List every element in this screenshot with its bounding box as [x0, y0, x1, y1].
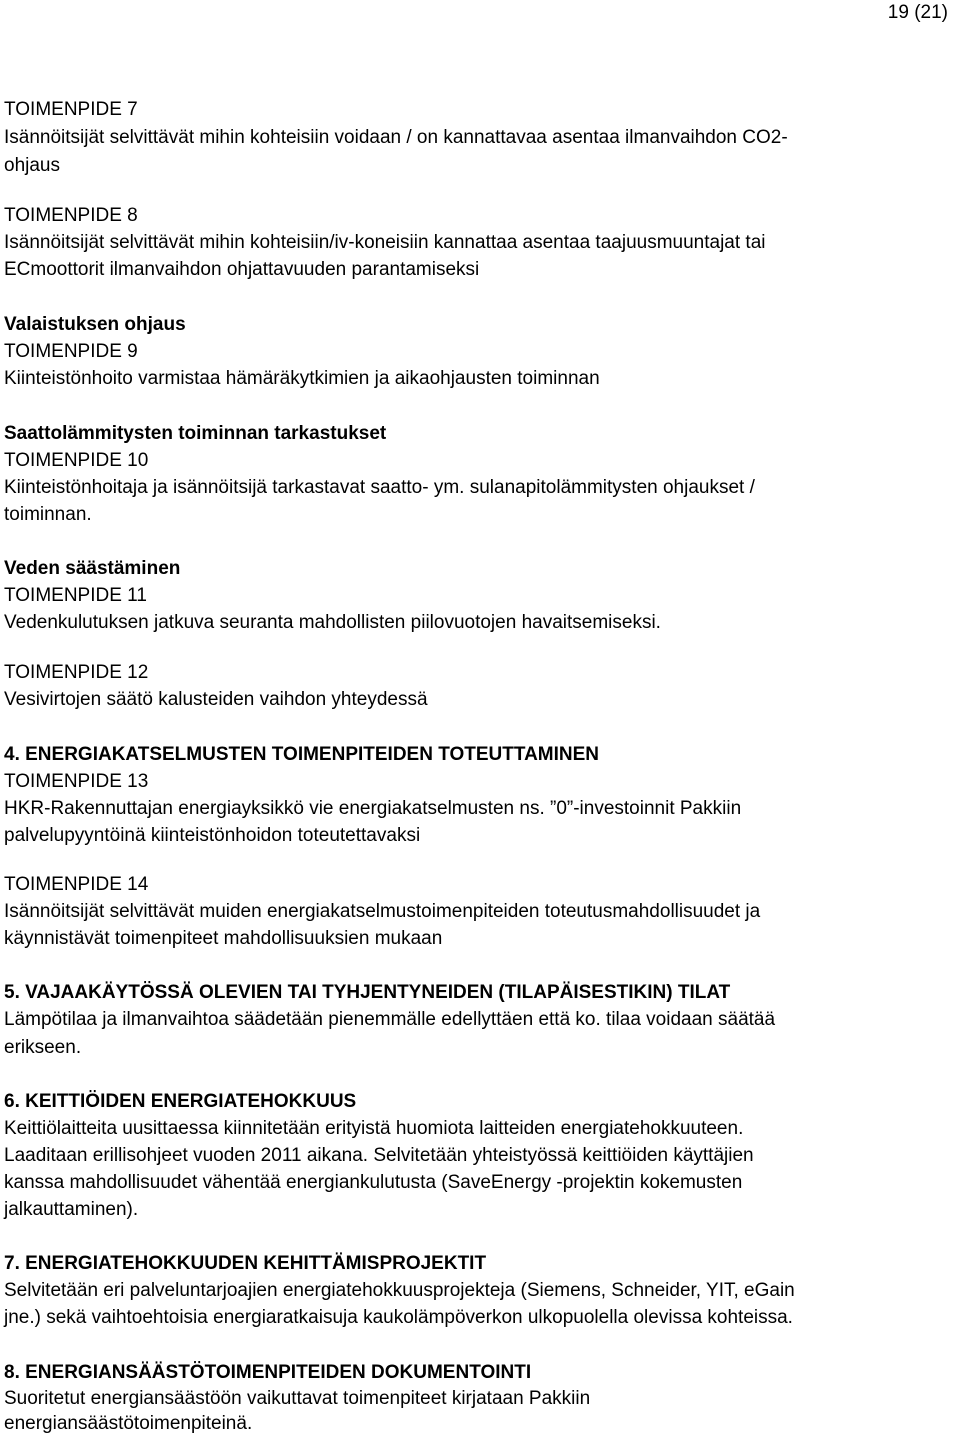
measure-text-10-cont: toiminnan. — [4, 504, 92, 525]
section-heading-7: 7. ENERGIATEHOKKUUDEN KEHITTÄMISPROJEKTIT — [4, 1253, 487, 1274]
section-heading-4: 4. ENERGIAKATSELMUSTEN TOIMENPITEIDEN TOTEUTTAMINEN — [4, 744, 600, 765]
section-7-text-2: jne.) sekä vaihtoehtoisia energiaratkaisuja kaukolämpöverkon ulkopuolella olevissa kohteissa. — [4, 1307, 793, 1328]
measure-heading-11: TOIMENPIDE 11 — [4, 585, 147, 606]
section-6-text-2: Laaditaan erillisohjeet vuoden 2011 aikana. Selvitetään yhteistyössä keittiöiden käyttäjien — [4, 1145, 754, 1166]
section-8-text-2: energiansäästötoimenpiteinä. — [4, 1413, 253, 1434]
section-heading-lighting: Valaistuksen ohjaus — [4, 314, 186, 335]
measure-text-8-cont: ECmoottorit ilmanvaihdon ohjattavuuden parantamiseksi — [4, 259, 480, 280]
section-8-text-1: Suoritetut energiansäästöön vaikuttavat toimenpiteet kirjataan Pakkiin — [4, 1388, 591, 1409]
section-7-text-1: Selvitetään eri palveluntarjoajien energiatehokkuusprojekteja (Siemens, Schneider, YIT, eGain — [4, 1280, 795, 1301]
page-number: 19 (21) — [887, 2, 948, 23]
section-heading-5: 5. VAJAAKÄYTÖSSÄ OLEVIEN TAI TYHJENTYNEIDEN (TILAPÄISESTIKIN) TILAT — [4, 982, 731, 1003]
section-5-text: Lämpötilaa ja ilmanvaihtoa säädetään pienemmälle edellyttäen että ko. tilaa voidaan säätää — [4, 1009, 776, 1030]
measure-text-7-cont: ohjaus — [4, 155, 60, 176]
section-6-text-4: jalkauttaminen). — [4, 1199, 139, 1220]
section-6-text-1: Keittiölaitteita uusittaessa kiinnitetään erityistä huomiota laitteiden energiatehokkuuteen. — [4, 1118, 744, 1139]
measure-text-13-cont: palvelupyyntöinä kiinteistönhoidon toteutettavaksi — [4, 825, 421, 846]
measure-heading-8: TOIMENPIDE 8 — [4, 205, 138, 226]
measure-text-10: Kiinteistönhoitaja ja isännöitsijä tarkastavat saatto- ym. sulanapitolämmitysten ohjaukset / — [4, 477, 755, 498]
measure-text-8: Isännöitsijät selvittävät mihin kohteisiin/iv-koneisiin kannattaa asentaa taajuusmuuntajat tai — [4, 232, 766, 253]
measure-heading-12: TOIMENPIDE 12 — [4, 662, 149, 683]
measure-heading-10: TOIMENPIDE 10 — [4, 450, 149, 471]
measure-text-9: Kiinteistönhoito varmistaa hämäräkytkimien ja aikaohjausten toiminnan — [4, 368, 600, 389]
section-5-text-cont: erikseen. — [4, 1037, 82, 1058]
measure-heading-13: TOIMENPIDE 13 — [4, 771, 149, 792]
measure-text-12: Vesivirtojen säätö kalusteiden vaihdon yhteydessä — [4, 689, 428, 710]
measure-heading-14: TOIMENPIDE 14 — [4, 874, 149, 895]
measure-heading-9: TOIMENPIDE 9 — [4, 341, 138, 362]
section-heading-6: 6. KEITTIÖIDEN ENERGIATEHOKKUUS — [4, 1091, 357, 1112]
measure-text-13: HKR-Rakennuttajan energiayksikkö vie energiakatselmusten ns. ”0”-investoinnit Pakkiin — [4, 798, 742, 819]
measure-text-14: Isännöitsijät selvittävät muiden energiakatselmustoimenpiteiden toteutusmahdollisuudet ja — [4, 901, 761, 922]
measure-text-7: Isännöitsijät selvittävät mihin kohteisiin voidaan / on kannattavaa asentaa ilmanvaihdon CO2- — [4, 127, 788, 148]
section-heading-water: Veden säästäminen — [4, 558, 181, 579]
measure-heading-7: TOIMENPIDE 7 — [4, 99, 138, 120]
measure-text-14-cont: käynnistävät toimenpiteet mahdollisuuksien mukaan — [4, 928, 443, 949]
section-6-text-3: kanssa mahdollisuudet vähentää energiankulutusta (SaveEnergy -projektin kokemusten — [4, 1172, 743, 1193]
section-heading-8: 8. ENERGIANSÄÄSTÖTOIMENPITEIDEN DOKUMENTOINTI — [4, 1362, 532, 1383]
measure-text-11: Vedenkulutuksen jatkuva seuranta mahdollisten piilovuotojen havaitsemiseksi. — [4, 612, 661, 633]
section-heading-heating-checks: Saattolämmitysten toiminnan tarkastukset — [4, 423, 387, 444]
